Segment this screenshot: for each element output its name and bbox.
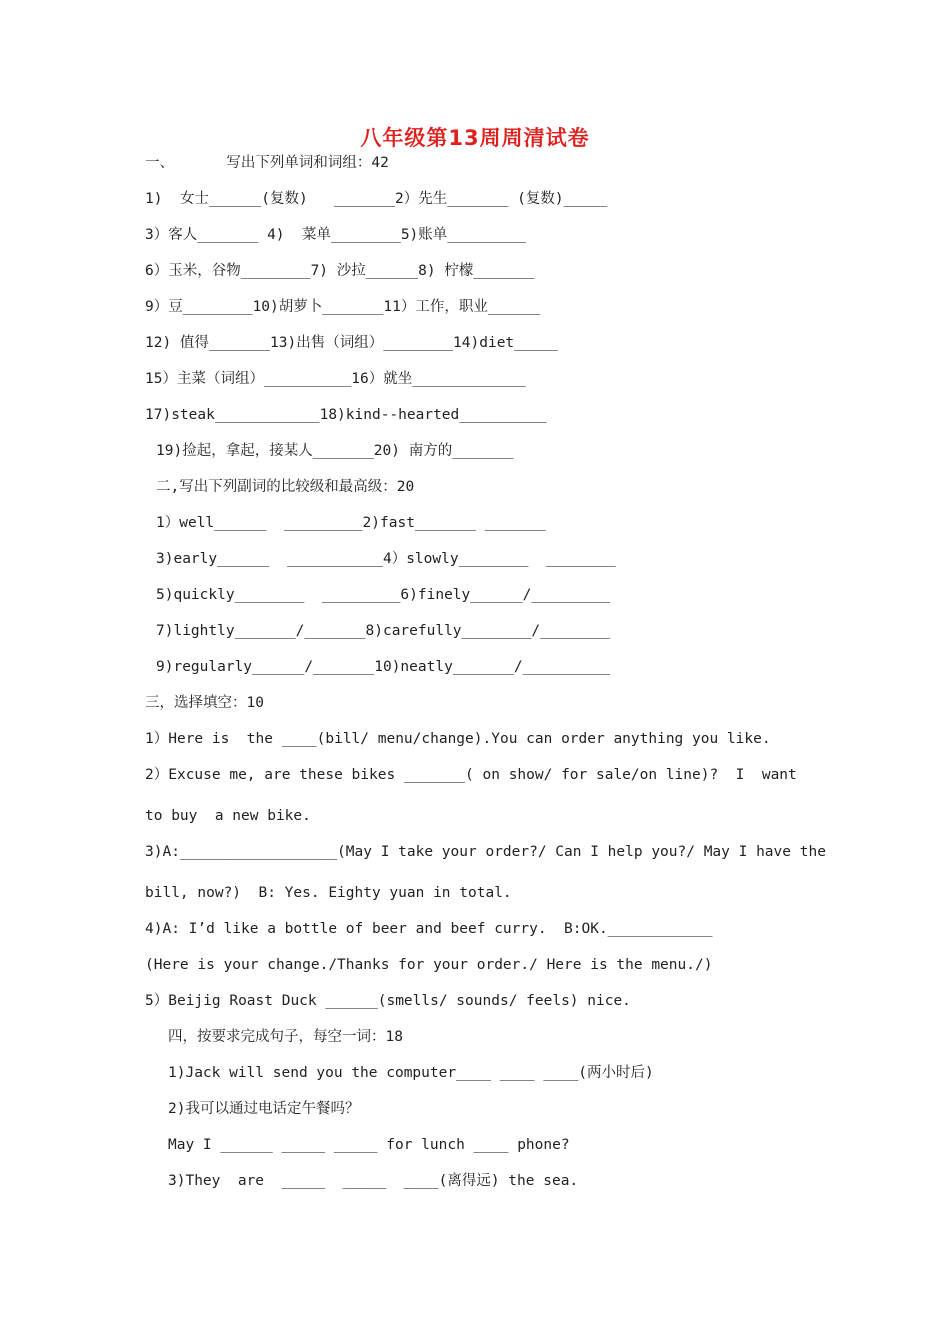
section-1-heading: 一、 写出下列单词和词组：42 (145, 155, 389, 171)
question-line: 7)lightly_______/_______8)carefully________/________ (156, 623, 610, 639)
question-line: 19)捡起，拿起，接某人_______20) 南方的_______ (156, 443, 514, 459)
question-line: 3)A:__________________(May I take your order?/ Can I help you?/ May I have the (145, 844, 826, 860)
question-line: 5）Beijig Roast Duck ______(smells/ sounds/ feels) nice. (145, 993, 631, 1009)
question-line: 9）豆________10)胡萝卜_______11）工作，职业______ (145, 299, 541, 315)
question-line: 9)regularly______/_______10)neatly_______/__________ (156, 659, 610, 675)
page-title: 八年级第13周周清试卷 (360, 126, 590, 150)
question-line: 3)They are _____ _____ ____(离得远) the sea. (168, 1173, 579, 1189)
question-line: 1)Jack will send you the computer____ ____ ____(两小时后) (168, 1065, 654, 1081)
question-line: 2)我可以通过电话定午餐吗？ (168, 1101, 360, 1117)
question-line: bill, now?) B: Yes. Eighty yuan in total. (145, 885, 512, 901)
question-line: May I ______ _____ _____ for lunch ____ phone? (168, 1137, 570, 1153)
section-2-heading: 二,写出下列副词的比较级和最高级：20 (156, 479, 415, 495)
question-line: 12) 值得_______13)出售（词组）________14)diet_____ (145, 335, 558, 351)
question-line: 4)A: I’d like a bottle of beer and beef curry. B:OK.____________ (145, 921, 713, 937)
question-line: 2）Excuse me, are these bikes _______( on show/ for sale/on line)? I want (145, 767, 797, 783)
question-line: 1）well______ _________2)fast_______ _______ (156, 515, 546, 531)
question-line: 3)early______ ___________4）slowly________ ________ (156, 551, 616, 567)
section-4-heading: 四，按要求完成句子，每空一词：18 (168, 1029, 403, 1045)
question-line: 15）主菜（词组）__________16）就坐_____________ (145, 371, 526, 387)
question-line: 17)steak____________18)kind--hearted__________ (145, 407, 547, 423)
question-line: 3）客人_______ 4) 菜单________5)账单_________ (145, 227, 526, 243)
section-3-heading: 三，选择填空：10 (145, 695, 264, 711)
question-line: 5)quickly________ _________6)finely______/_________ (156, 587, 610, 603)
question-line: to buy a new bike. (145, 808, 311, 824)
question-line: (Here is your change./Thanks for your order./ Here is the menu./) (145, 957, 713, 973)
question-line: 1）Here is the ____(bill/ menu/change).You can order anything you like. (145, 731, 771, 747)
question-line: 6）玉米，谷物________7) 沙拉______8) 柠檬_______ (145, 263, 535, 279)
question-line: 1) 女士______(复数) _______2）先生_______ (复数)_____ (145, 191, 608, 207)
